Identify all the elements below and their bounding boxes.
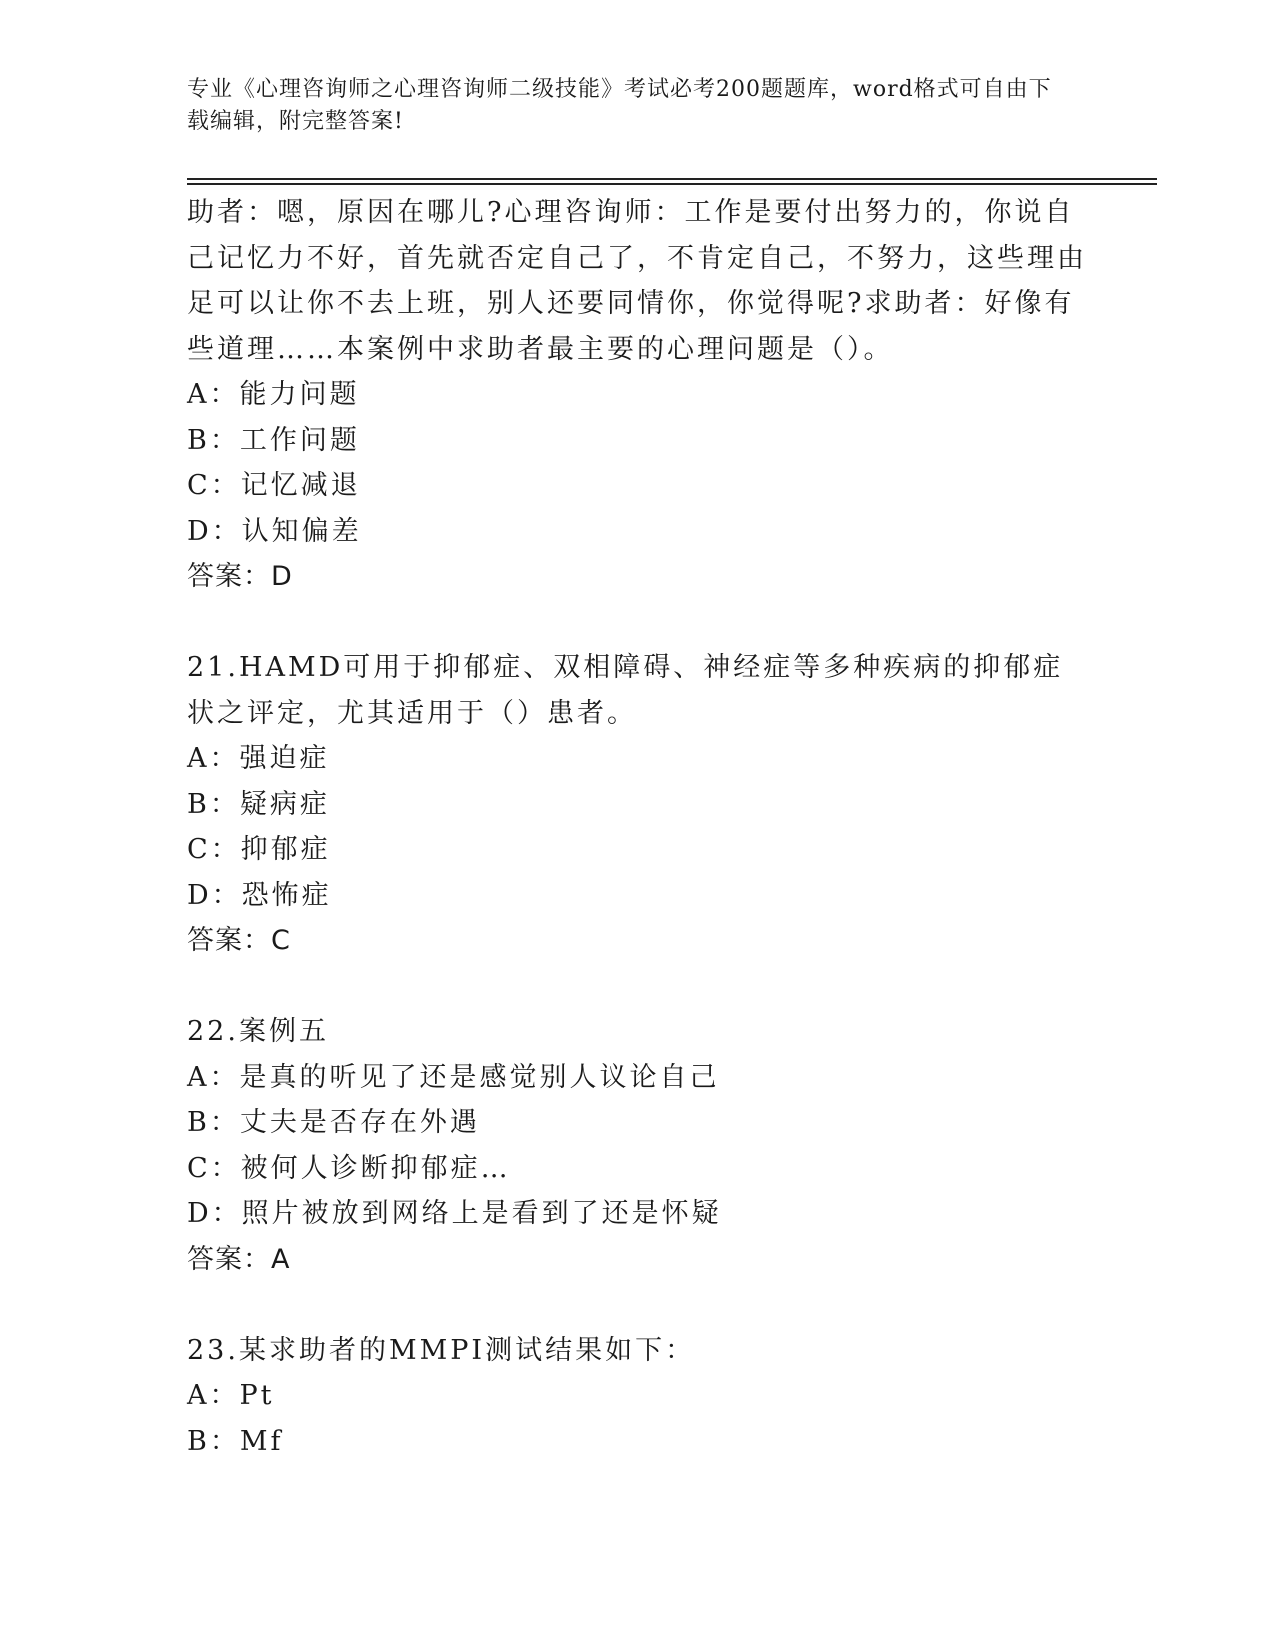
header-rule-top xyxy=(187,178,1157,180)
spacer xyxy=(187,1282,1087,1328)
document-header: 专业《心理咨询师之心理咨询师二级技能》考试必考200题题库，word格式可自由下载编辑，附完整答案! xyxy=(187,77,1052,134)
option-a: A：是真的听见了还是感觉别人议论自己 xyxy=(187,1061,720,1093)
option-b: B：疑病症 xyxy=(187,788,330,820)
question-23 xyxy=(187,1328,1087,1465)
option-a: A：强迫症 xyxy=(187,743,330,774)
option-d: D：照片被放到网络上是看到了还是怀疑 xyxy=(187,1198,722,1229)
option-d: D：认知偏差 xyxy=(187,515,362,547)
option-c: C：被何人诊断抑郁症… xyxy=(187,1152,511,1184)
option-b: B：丈夫是否存在外遇 xyxy=(187,1107,480,1138)
option-b: B：工作问题 xyxy=(187,424,360,456)
question-text: 助者：嗯，原因在哪儿?心理咨询师：工作是要付出努力的，你说自己记忆力不好，首先就否定自己了，不肯定自己，不努力，这些理由足可以让你不去上班，别人还要同情你，你觉得呢?求助者：好像有些道理……本案例中求助者最主要的心理问题是（）。 xyxy=(187,197,1087,365)
answer-line: 答案：D xyxy=(187,561,293,592)
header-rule-bottom xyxy=(187,183,1157,185)
document-body xyxy=(187,190,1087,1464)
question-text: 22.案例五 xyxy=(187,1016,329,1047)
option-a: A：能力问题 xyxy=(187,379,360,410)
question-21 xyxy=(187,645,1087,964)
option-c: C：抑郁症 xyxy=(187,834,331,865)
option-d: D：恐怖症 xyxy=(187,879,332,911)
option-b: B：Mf xyxy=(187,1425,284,1457)
question-continued xyxy=(187,190,1087,600)
question-22 xyxy=(187,1009,1087,1282)
option-a: A：Pt xyxy=(187,1380,275,1411)
option-c: C：记忆减退 xyxy=(187,470,361,501)
question-text: 21.HAMD可用于抑郁症、双相障碍、神经症等多种疾病的抑郁症状之评定，尤其适用于（）患者。 xyxy=(187,652,1064,729)
answer-line: 答案：C xyxy=(187,925,291,956)
spacer xyxy=(187,600,1087,646)
answer-line: 答案：A xyxy=(187,1243,291,1275)
question-text: 23.某求助者的MMPI测试结果如下： xyxy=(187,1334,696,1366)
spacer xyxy=(187,964,1087,1010)
